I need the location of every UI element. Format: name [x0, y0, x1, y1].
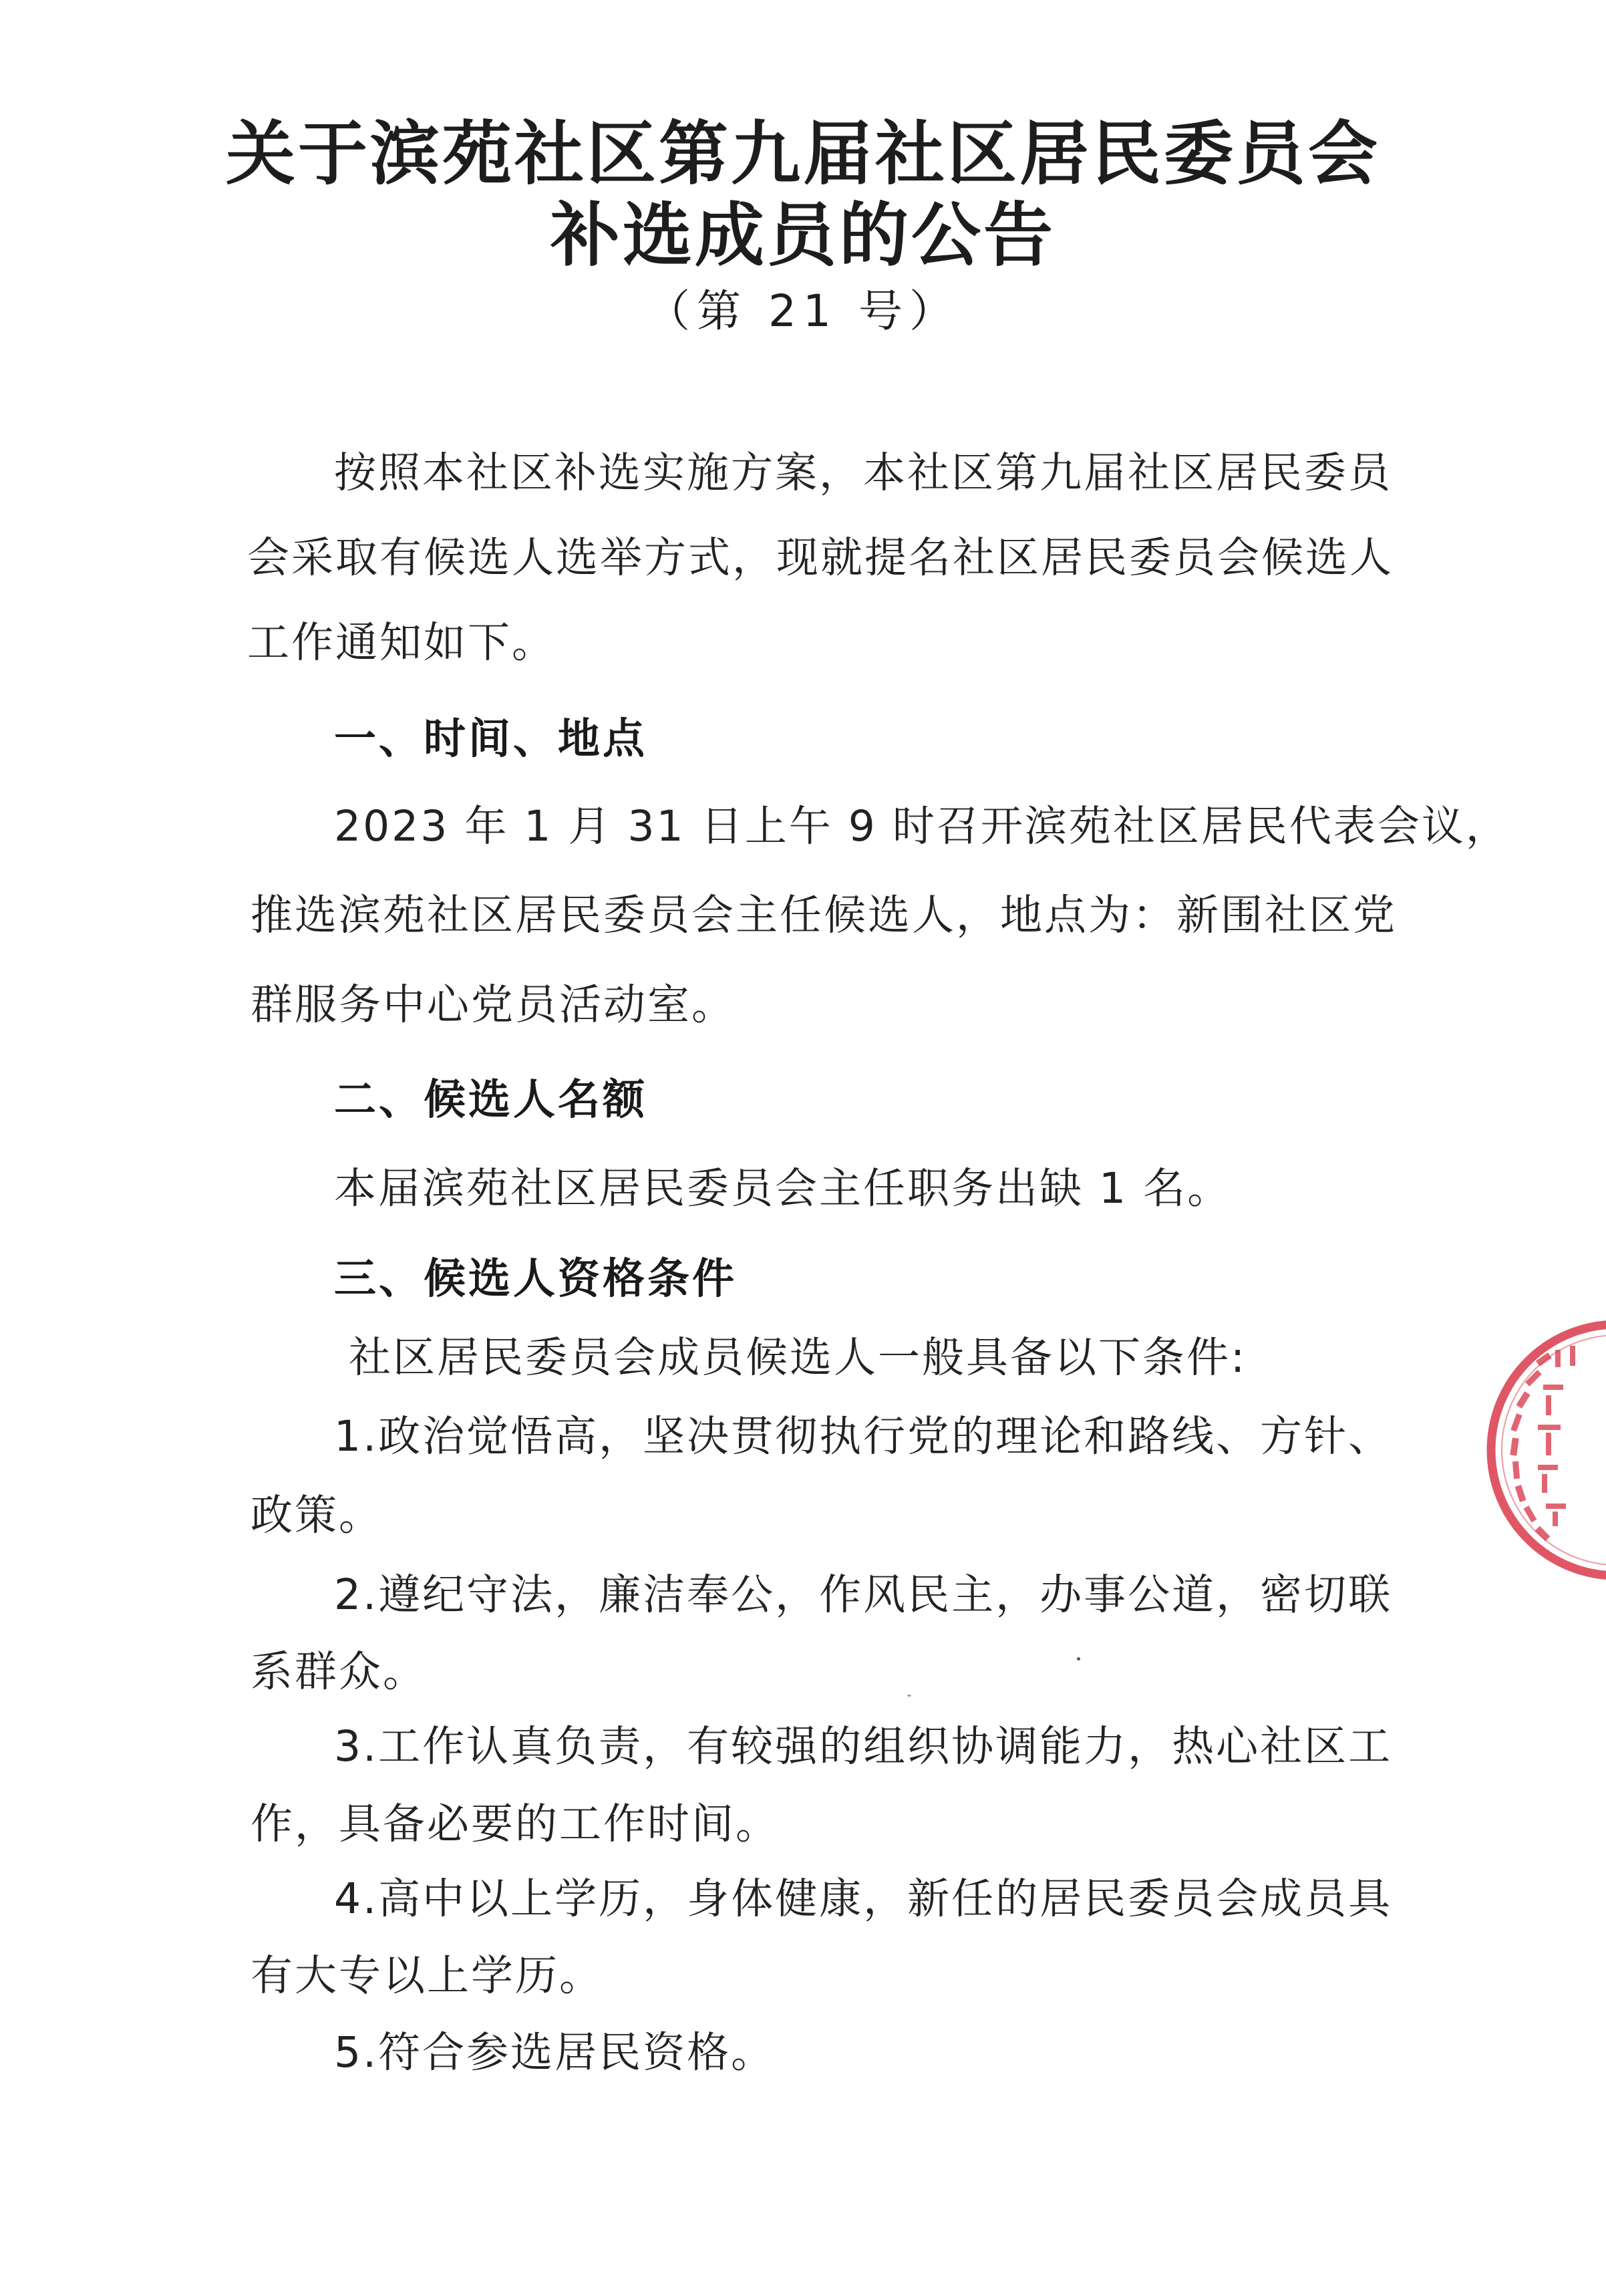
section1-line-2: 推选滨苑社区居民委员会主任候选人，地点为：新围社区党 [251, 891, 1397, 940]
item1-line-2: 政策。 [251, 1491, 383, 1540]
item2-line-2: 系群众。 [251, 1647, 427, 1696]
item4-line-1: 4.高中以上学历，身体健康，新任的居民委员会成员具 [334, 1874, 1393, 1923]
item5-line-1: 5.符合参选居民资格。 [334, 2028, 776, 2077]
scan-speck [907, 1695, 911, 1697]
section3-intro: 社区居民委员会成员候选人一般具备以下条件: [349, 1333, 1247, 1382]
item1-line-1: 1.政治觉悟高，坚决贯彻执行党的理论和路线、方针、 [334, 1412, 1393, 1461]
section1-heading: 一、时间、地点 [334, 714, 647, 763]
section1-line-3: 群服务中心党员活动室。 [251, 980, 736, 1029]
section3-heading: 三、候选人资格条件 [334, 1254, 737, 1303]
intro-line-2: 会采取有候选人选举方式，现就提名社区居民委员会候选人 [247, 533, 1394, 582]
doc-number: （第 21 号） [646, 285, 960, 337]
item2-line-1: 2.遵纪守法，廉洁奉公，作风民主，办事公道，密切联 [334, 1570, 1393, 1619]
item3-line-1: 3.工作认真负责，有较强的组织协调能力，热心社区工 [334, 1722, 1393, 1771]
scan-speck [1077, 1657, 1080, 1661]
official-seal-icon [1476, 1310, 1606, 1590]
item3-line-2: 作，具备必要的工作时间。 [251, 1800, 780, 1848]
title-line-2: 补选成员的公告 [550, 194, 1056, 276]
item4-line-2: 有大专以上学历。 [251, 1951, 603, 2000]
intro-line-3: 工作通知如下。 [247, 618, 556, 667]
title-line-1: 关于滨苑社区第九届社区居民委员会 [225, 112, 1380, 194]
section2-line-1: 本届滨苑社区居民委员会主任职务出缺 1 名。 [334, 1164, 1232, 1213]
intro-line-1: 按照本社区补选实施方案，本社区第九届社区居民委员 [334, 448, 1392, 497]
section2-heading: 二、候选人名额 [334, 1075, 647, 1124]
section1-line-1: 2023 年 1 月 31 日上午 9 时召开滨苑社区居民代表会议， [334, 802, 1510, 851]
